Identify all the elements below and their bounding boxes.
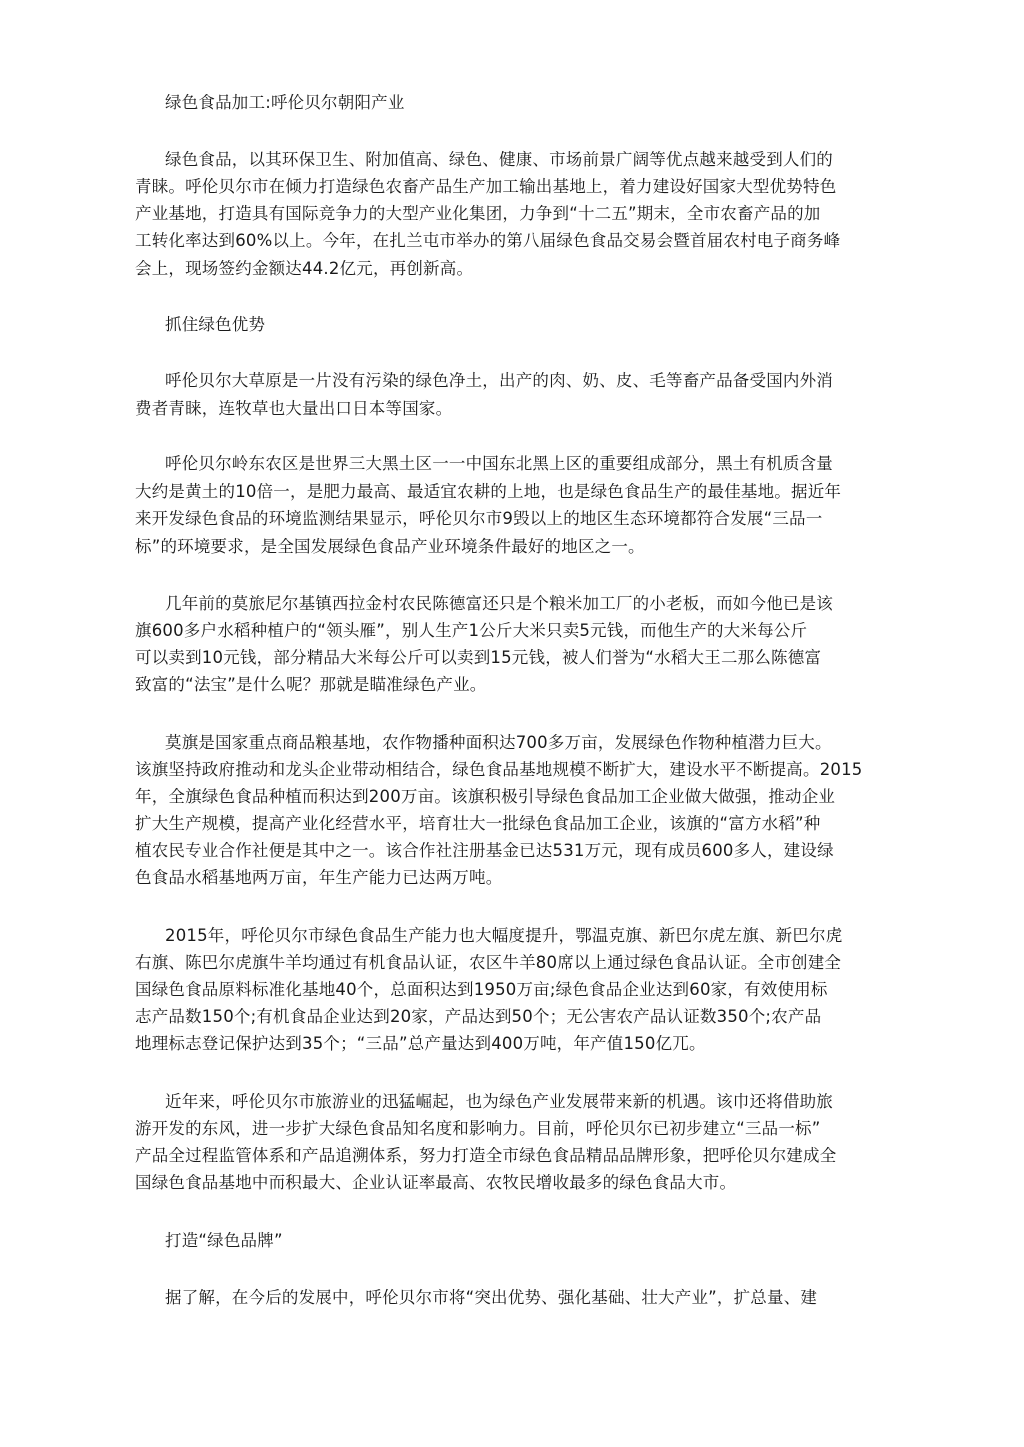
paragraph-line: 可以卖到10元钱，部分精品大米每公斤可以卖到15元钱，被人们誉为“水稻大王二那么陈德富 [135,648,822,667]
paragraph-line: 国绿色食品原料标准化基地40个，总面积达到1950万亩;绿色食品企业达到60家，有效使用标 [135,980,828,999]
paragraph-line: 致富的“法宝”是什么呢？那就是瞄准绿色产业。 [135,675,487,694]
paragraph-line: 产品全过程监管体系和产品追溯体系，努力打造全市绿色食品精品品牌形象，把呼伦贝尔建成全 [135,1146,837,1165]
paragraph-line: 年，全旗绿色食品种植而积达到200万亩。该旗积极引导绿色食品加工企业做大做强，推动企业 [135,787,836,806]
paragraph-line: 2015年，呼伦贝尔市绿色食品生产能力也大幅度提升，鄂温克旗、新巴尔虎左旗、新巴尔虎 [165,926,843,945]
paragraph-line: 莫旗是国家重点商品粮基地，农作物播种面积达700多万亩，发展绿色作物种植潜力巨大。 [165,733,832,752]
paragraph-line: 据了解，在今后的发展中，呼伦贝尔市将“突出优势、强化基础、壮大产业”，扩总量、建 [165,1288,818,1307]
paragraph-line: 会上，现场签约金额达44.2亿元，再创新高。 [135,259,474,278]
paragraph-line: 旗600多户水稻种植户的“领头雁”，别人生产1公斤大米只卖5元钱，而他生产的大米每公斤 [135,621,808,640]
paragraph-line: 费者青睐，连牧草也大量出口日本等国家。 [135,399,453,418]
paragraph-line: 扩大生产规模，提高产业化经营水平，培育壮大一批绿色食品加工企业，该旗的“富方水稻”种 [135,814,821,833]
paragraph-line: 该旗坚持政府推动和龙头企业带动相结合，绿色食品基地规模不断扩大，建设水平不断提高。2015 [135,760,863,779]
paragraph-line: 游开发的东风，进一步扩大绿色食品知名度和影响力。目前，呼伦贝尔已初步建立“三品一标” [135,1119,821,1138]
paragraph-line: 几年前的莫旅尼尔基镇西拉金村农民陈德富还只是个粮米加工厂的小老板，而如今他已是该 [165,594,833,613]
paragraph-line: 标”的环境要求，是全国发展绿色食品产业环境条件最好的地区之一。 [135,537,645,556]
paragraph-line: 来开发绿色食品的环境监测结果显示，呼伦贝尔市9毁以上的地区生态环境都符合发展“三品一 [135,509,823,528]
paragraph-line: 大约是黄土的10倍一，是肥力最高、最适宜农耕的上地，也是绿色食品生产的最佳基地。据近年 [135,482,842,501]
document-title: 绿色食品加工:呼伦贝尔朝阳产业 [165,93,405,112]
section-heading: 打造“绿色品牌” [165,1231,283,1250]
paragraph-line: 地理标志登记保护达到35个；“三品”总产量达到400万吨，年产值150亿兀。 [135,1034,706,1053]
paragraph-line: 工转化率达到60%以上。今年，在扎兰屯市举办的第八届绿色食品交易会暨首届农村电子商务峰 [135,231,841,250]
paragraph-line: 青睐。呼伦贝尔市在倾力打造绿色农畜产品生产加工输出基地上，着力建设好国家大型优势特色 [135,177,837,196]
paragraph-line: 色食品水稻基地两万亩，年生产能力已达两万吨。 [135,868,503,887]
paragraph-line: 绿色食品，以其环保卫生、附加值高、绿色、健康、市场前景广阔等优点越来越受到人们的 [165,150,833,169]
paragraph-line: 产业基地，打造具有国际竞争力的大型产业化集团，力争到“十二五”期末，全市农畜产品的加 [135,204,821,223]
paragraph-line: 呼伦贝尔大草原是一片没有污染的绿色净土，出产的肉、奶、皮、毛等畜产品备受国内外消 [165,371,833,390]
paragraph-line: 国绿色食品基地中而积最大、企业认证率最高、农牧民增收最多的绿色食品大市。 [135,1173,737,1192]
paragraph-line: 近年来，呼伦贝尔市旅游业的迅猛崛起，也为绿色产业发展带来新的机遇。该巾还将借助旅 [165,1092,833,1111]
section-heading: 抓住绿色优势 [165,315,266,334]
paragraph-line: 右旗、陈巴尔虎旗牛羊均通过有机食品认证，农区牛羊80席以上通过绿色食品认证。全市创建全 [135,953,842,972]
paragraph-line: 呼伦贝尔岭东农区是世界三大黑土区一一中国东北黑上区的重要组成部分，黑土有机质含量 [165,454,833,473]
paragraph-line: 志产品数150个;有机食品企业达到20家，产品达到50个；无公害农产品认证数350个;农产品 [135,1007,822,1026]
paragraph-line: 植农民专业合作社便是其中之一。该合作社注册基金已达531万元，现有成员600多人，建设绿 [135,841,834,860]
